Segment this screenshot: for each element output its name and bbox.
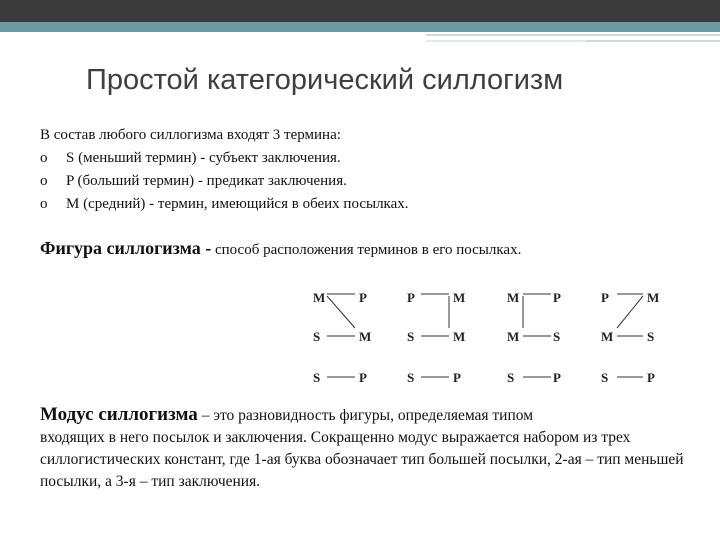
terms-list	[40, 124, 409, 216]
top-bar	[0, 0, 720, 22]
figure-term-label: M	[313, 290, 326, 305]
figure-term-label: S	[647, 329, 655, 344]
figure-term-label: S	[407, 329, 415, 344]
figures-svg	[305, 284, 675, 394]
figure-1	[313, 290, 371, 385]
figure-term-label: M	[507, 329, 520, 344]
accent-line	[586, 40, 720, 42]
figure-term-label: P	[647, 370, 655, 385]
figure-term-label: M	[359, 329, 372, 344]
figure-term-label: M	[453, 290, 466, 305]
figure-term: Фигура силлогизма -	[40, 238, 212, 258]
modus-definition-continuation: входящих в него посылок и заключения. Сокращенно модус выражается набором из трех силлогистических констант, где 1-ая буква обозначает тип большей посылки, 2-ая – тип меньшей посылки, а 3-я – тип заключения.	[40, 429, 684, 490]
figure-term-label: S	[601, 370, 609, 385]
modus-first-line	[40, 404, 700, 427]
modus-definition	[40, 404, 700, 493]
accent-line	[426, 34, 720, 36]
figure-term-label: P	[601, 290, 609, 305]
figure-term-label: M	[647, 290, 660, 305]
figure-term-label: M	[601, 329, 614, 344]
list-item-text: S (меньший термин) - субъект заключения.	[66, 150, 341, 166]
list-item	[40, 193, 409, 216]
figure-term-label: S	[553, 329, 561, 344]
figure-2	[407, 290, 465, 385]
modus-definition-text: – это разновидность фигуры, определяемая типом	[197, 407, 534, 424]
figure-term-label: S	[313, 370, 321, 385]
bullet-marker: o	[40, 173, 48, 189]
figure-term-label: P	[407, 290, 415, 305]
figure-3	[507, 290, 561, 385]
figure-definition	[40, 236, 680, 262]
figure-term-label: S	[507, 370, 515, 385]
accent-line	[426, 40, 586, 42]
bullet-marker: o	[40, 196, 48, 212]
list-item-text: M (средний) - термин, имеющийся в обеих посылках.	[66, 196, 409, 212]
figure-term-label: M	[453, 329, 466, 344]
bullet-marker: o	[40, 150, 48, 166]
accent-bar	[0, 22, 720, 32]
figure-4	[601, 290, 659, 385]
syllogism-figures-diagram	[305, 284, 675, 394]
list-item	[40, 170, 409, 193]
figure-term-label: S	[313, 329, 321, 344]
figure-term-label: S	[407, 370, 415, 385]
figure-term-label: P	[453, 370, 461, 385]
figure-term-label: P	[359, 290, 367, 305]
connector-line	[327, 296, 355, 328]
slide-title: Простой категорический силлогизм	[86, 64, 564, 96]
list-item-text: P (больший термин) - предикат заключения.	[66, 173, 347, 189]
figure-term-label: M	[507, 290, 520, 305]
figure-definition-text: способ расположения терминов в его посылках.	[211, 242, 522, 258]
modus-term: Модус силлогизма	[40, 404, 198, 425]
figure-term-label: P	[553, 290, 561, 305]
list-item	[40, 147, 409, 170]
connector-line	[617, 296, 643, 328]
figure-term-label: P	[359, 370, 367, 385]
intro-line: В состав любого силлогизма входят 3 термина:	[40, 127, 341, 143]
figure-term-label: P	[553, 370, 561, 385]
